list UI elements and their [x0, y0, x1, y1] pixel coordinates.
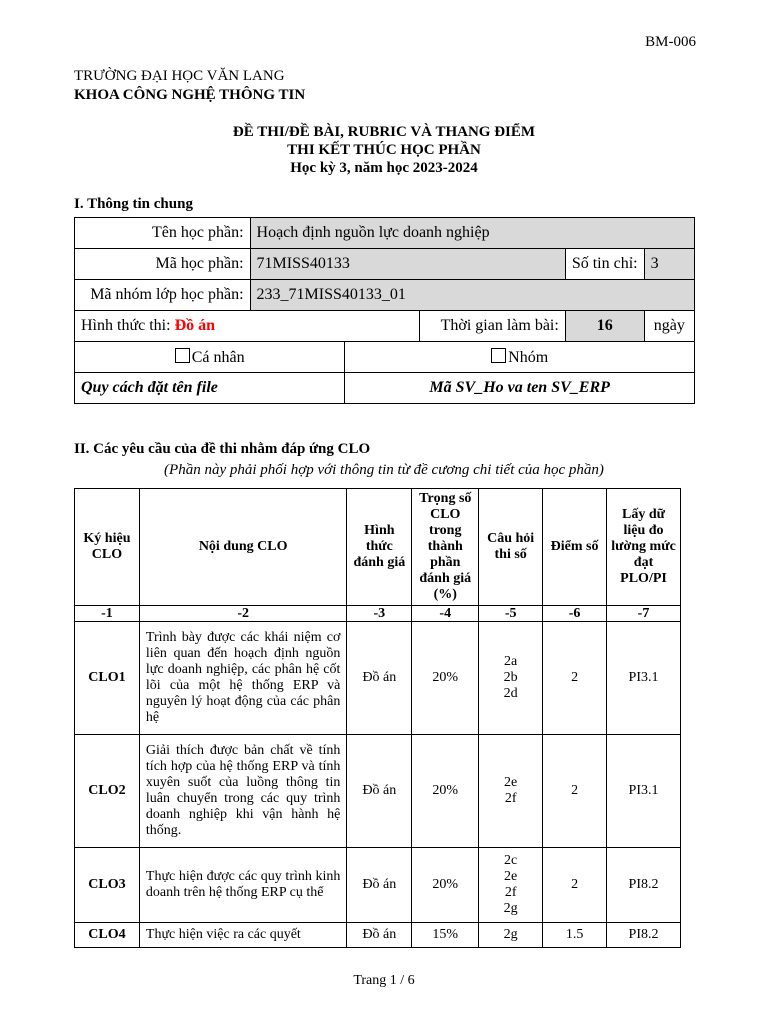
clo-score: 2 — [543, 848, 607, 923]
school-name: TRƯỜNG ĐẠI HỌC VĂN LANG — [74, 68, 285, 84]
semester-line: Học kỳ 3, năm học 2023-2024 — [290, 160, 478, 176]
form-code: BM-006 — [645, 34, 696, 50]
clo-questions — [479, 622, 543, 735]
question-number: 2g — [503, 927, 518, 942]
clo-weight: 15% — [412, 923, 479, 948]
individual-checkbox[interactable] — [175, 348, 190, 363]
course-name-value: Hoạch định nguồn lực doanh nghiệp — [250, 218, 694, 249]
header-clo-content: Nội dung CLO — [139, 489, 346, 606]
filename-rule-label: Quy cách đặt tên file — [75, 373, 345, 404]
exam-form-value: Đồ án — [174, 317, 216, 334]
question-number: 2f — [504, 885, 517, 900]
clo-weight: 20% — [412, 735, 479, 848]
course-code-label: Mã học phần: — [75, 249, 251, 280]
clo-plo: PI3.1 — [607, 735, 681, 848]
clo-table-header — [75, 489, 681, 606]
exam-form-cell — [75, 311, 420, 342]
header-assessment-form: Hình thức đánh giá — [347, 489, 412, 606]
clo-content: Giải thích được bản chất về tính tích hợp của hệ thống ERP và tính xuyên suốt của luồng thông tin luân chuyển trong các quy trình doanh nghiệp khi vận hành hệ thống. — [139, 735, 346, 848]
clo-content: Thực hiện việc ra các quyết — [139, 923, 346, 948]
section-clo-heading: II. Các yêu cầu của đề thi nhằm đáp ứng CLO — [74, 441, 371, 457]
clo-id: CLO4 — [75, 923, 140, 948]
clo-content: Trình bày được các khái niệm cơ liên quan đến hoạch định nguồn lực doanh nghiệp, các phân hệ cốt lõi của một hệ thống ERP và nguyên lý hoạt động của các phân hệ — [139, 622, 346, 735]
course-code-value: 71MISS40133 — [250, 249, 565, 280]
clo-score: 2 — [543, 735, 607, 848]
question-number: 2d — [503, 686, 518, 701]
question-number: 2c — [504, 853, 518, 868]
column-number: -2 — [139, 606, 346, 622]
table-row — [75, 923, 681, 948]
column-number: -1 — [75, 606, 140, 622]
clo-plo: PI8.2 — [607, 848, 681, 923]
header-questions: Câu hỏi thi số — [479, 489, 543, 606]
clo-id: CLO1 — [75, 622, 140, 735]
individual-label: Cá nhân — [191, 348, 245, 366]
clo-questions — [479, 848, 543, 923]
table-row — [75, 735, 681, 848]
general-info-table — [74, 217, 695, 404]
group-label: Nhóm — [508, 348, 549, 366]
credits-label: Số tin chỉ: — [565, 249, 644, 280]
question-number: 2e — [504, 869, 518, 884]
column-number: -4 — [412, 606, 479, 622]
document-title: ĐỀ THI/ĐỀ BÀI, RUBRIC VÀ THANG ĐIỂM — [232, 124, 536, 140]
clo-form: Đồ án — [347, 848, 412, 923]
header-score: Điểm số — [543, 489, 607, 606]
clo-id: CLO3 — [75, 848, 140, 923]
clo-weight: 20% — [412, 622, 479, 735]
group-checkbox[interactable] — [491, 348, 506, 363]
credits-value: 3 — [644, 249, 694, 280]
clo-plo: PI8.2 — [607, 923, 681, 948]
individual-option[interactable] — [75, 342, 345, 373]
clo-questions — [479, 923, 543, 948]
class-group-value: 233_71MISS40133_01 — [250, 280, 694, 311]
clo-id: CLO2 — [75, 735, 140, 848]
column-number-row — [75, 606, 681, 622]
question-number: 2b — [503, 670, 518, 685]
clo-form: Đồ án — [347, 923, 412, 948]
clo-form: Đồ án — [347, 735, 412, 848]
header-plo: Lấy dữ liệu đo lường mức đạt PLO/PI — [607, 489, 681, 606]
clo-questions — [479, 735, 543, 848]
section-general-info-heading: I. Thông tin chung — [74, 196, 193, 212]
document-subtitle: THI KẾT THÚC HỌC PHẦN — [287, 142, 481, 158]
question-number: 2e — [504, 775, 518, 790]
clo-plo: PI3.1 — [607, 622, 681, 735]
group-option[interactable] — [345, 342, 695, 373]
clo-content: Thực hiện được các quy trình kinh doanh trên hệ thống ERP cụ thể — [139, 848, 346, 923]
question-number: 2a — [504, 654, 518, 669]
course-name-label: Tên học phần: — [75, 218, 251, 249]
table-row — [75, 848, 681, 923]
column-number: -7 — [607, 606, 681, 622]
table-row — [75, 622, 681, 735]
clo-score: 2 — [543, 622, 607, 735]
question-number: 2g — [503, 901, 518, 916]
duration-label: Thời gian làm bài: — [419, 311, 565, 342]
clo-score: 1.5 — [543, 923, 607, 948]
filename-rule-value: Mã SV_Ho va ten SV_ERP — [345, 373, 695, 404]
column-number: -6 — [543, 606, 607, 622]
header-weight: Trọng số CLO trong thành phần đánh giá (%) — [412, 489, 479, 606]
column-number: -3 — [347, 606, 412, 622]
duration-unit: ngày — [644, 311, 694, 342]
clo-table — [74, 488, 681, 948]
duration-value: 16 — [565, 311, 644, 342]
section-clo-note: (Phần này phải phối hợp với thông tin từ đề cương chi tiết của học phần) — [164, 462, 604, 478]
header-clo-symbol: Ký hiệu CLO — [75, 489, 140, 606]
faculty-name: KHOA CÔNG NGHỆ THÔNG TIN — [74, 87, 306, 103]
clo-form: Đồ án — [347, 622, 412, 735]
question-number: 2f — [504, 791, 517, 806]
page-number: Trang 1 / 6 — [353, 973, 415, 988]
class-group-label: Mã nhóm lớp học phần: — [75, 280, 251, 311]
column-number: -5 — [479, 606, 543, 622]
exam-form-label: Hình thức thi: — [81, 317, 171, 334]
clo-weight: 20% — [412, 848, 479, 923]
